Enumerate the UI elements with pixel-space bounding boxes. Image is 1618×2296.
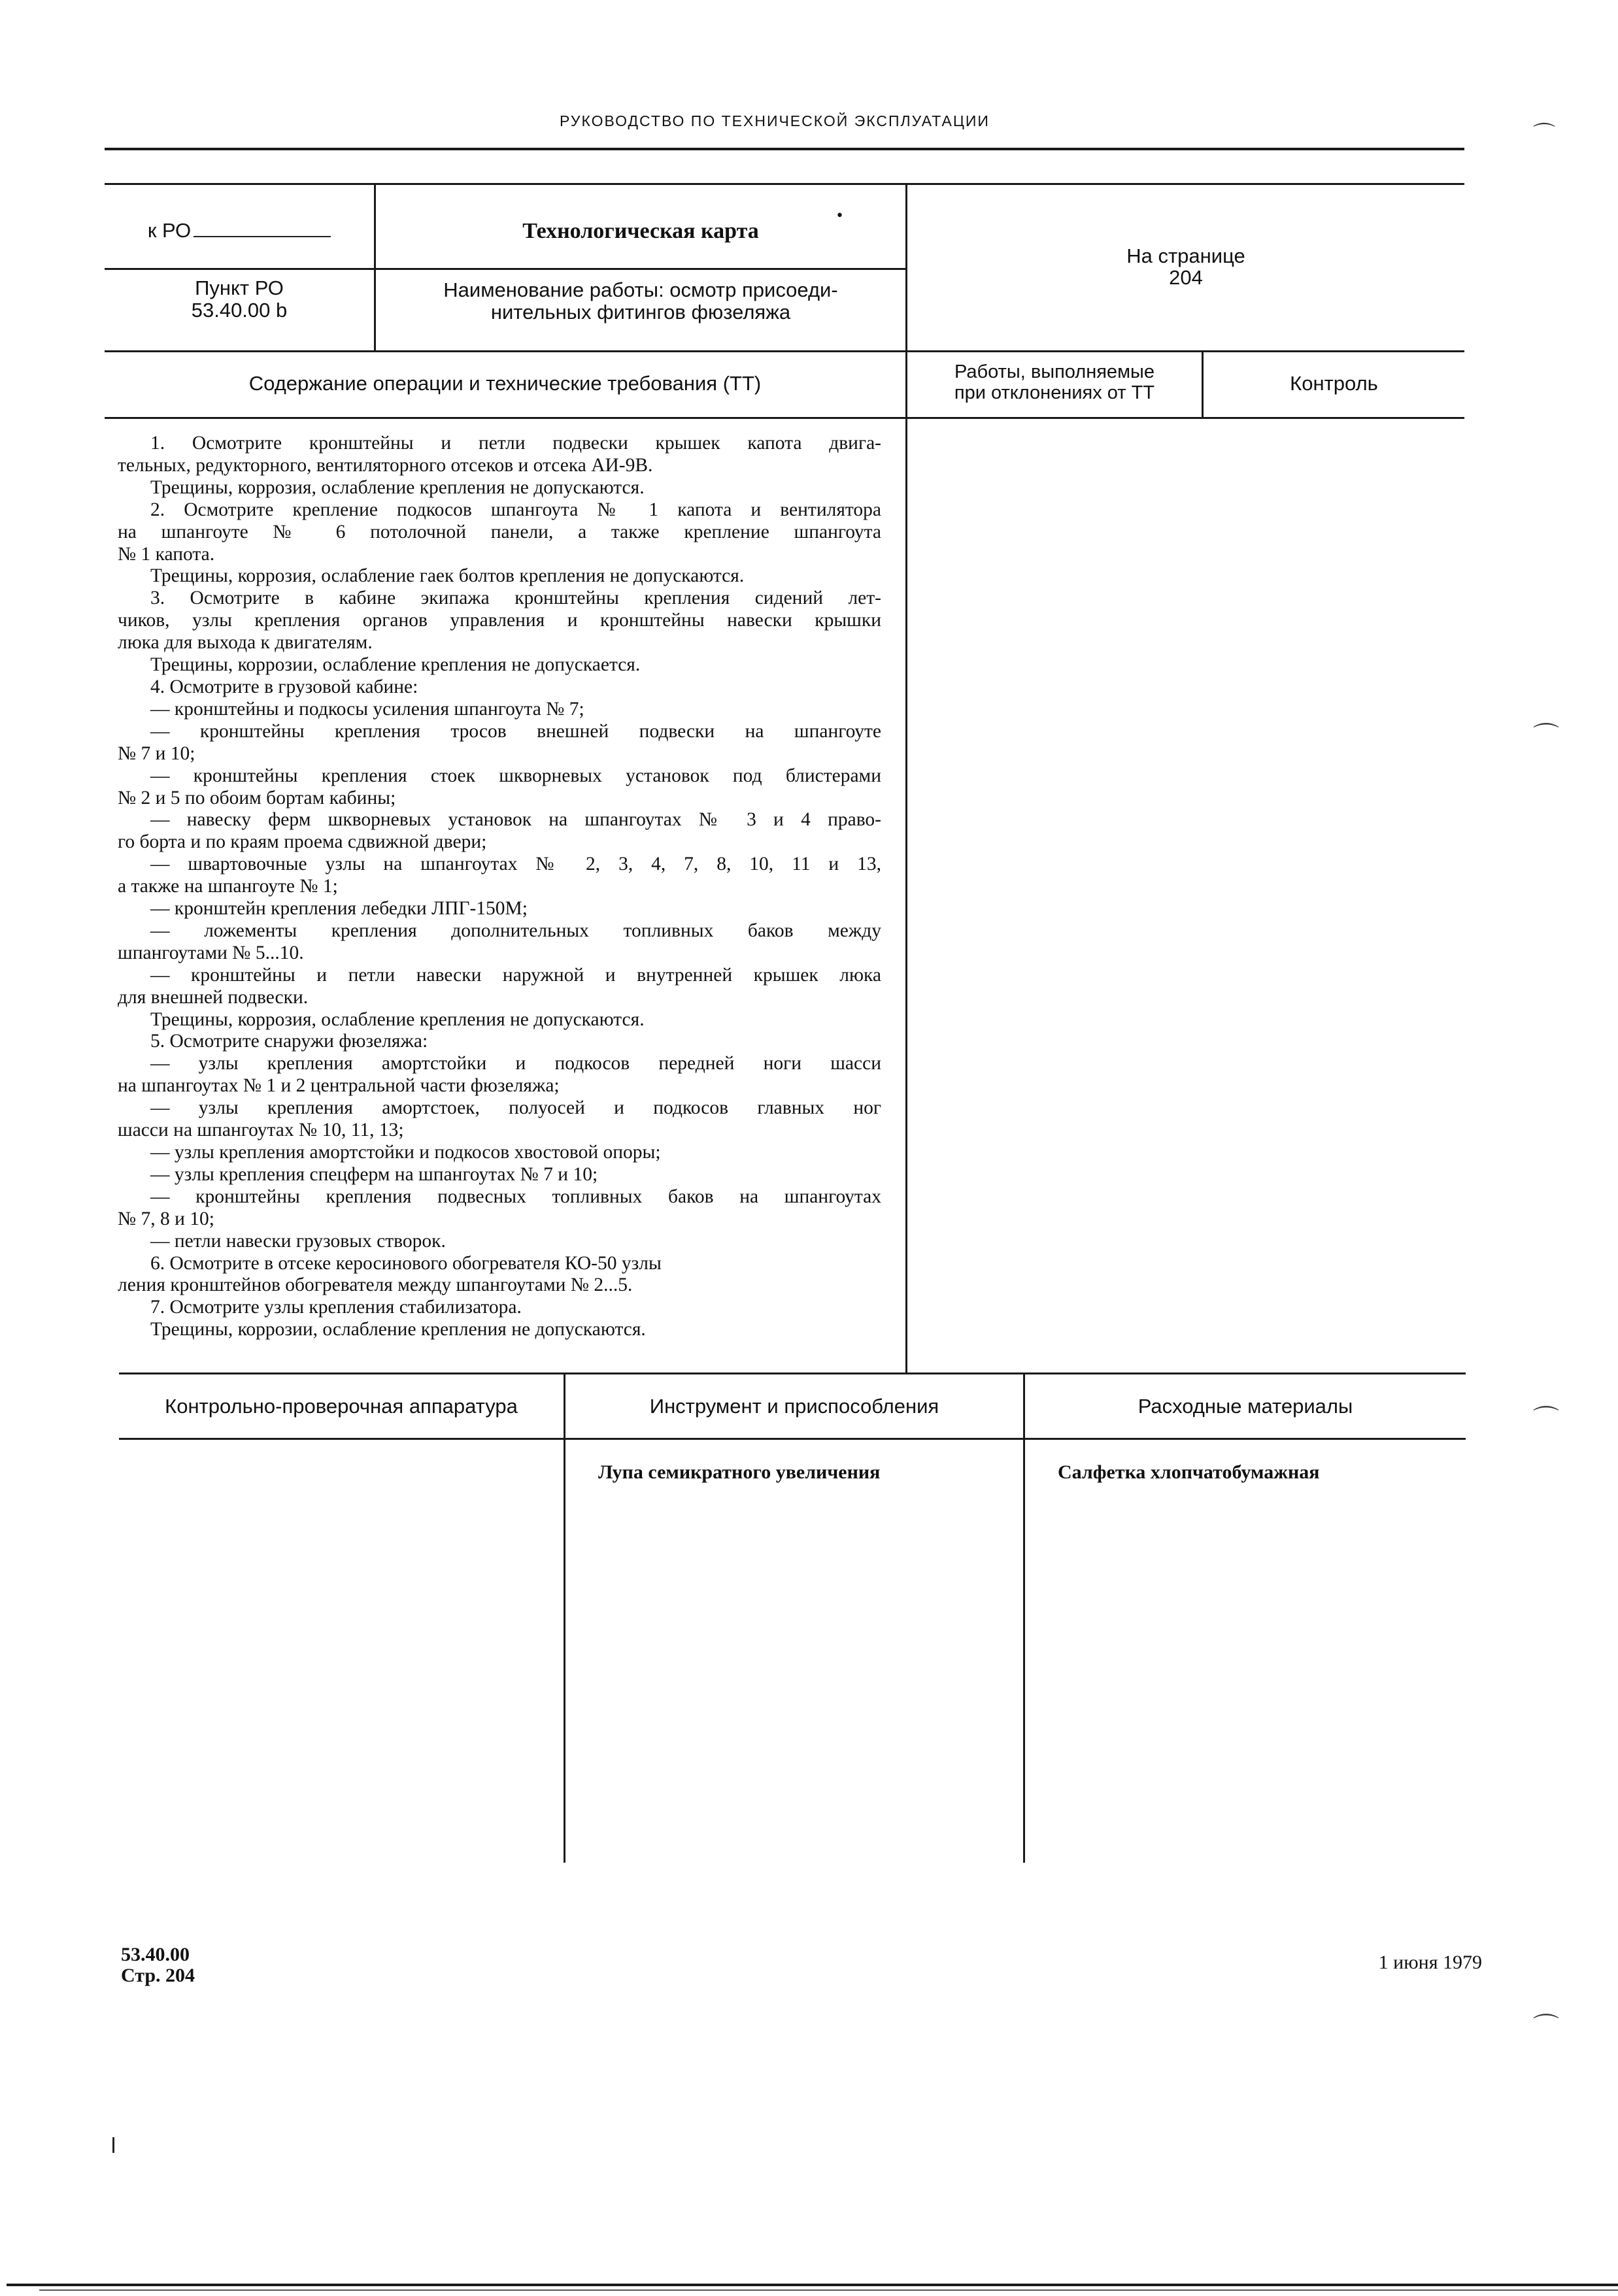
footer-code: 53.40.00 bbox=[121, 1944, 190, 1965]
card-bottom-border bbox=[105, 350, 1464, 352]
card-divider-1 bbox=[374, 183, 376, 352]
body-line: — ложементы крепления дополнительных топливных баков между bbox=[150, 920, 881, 941]
body-line: — кронштейны и подкосы усиления шпангоута № 7; bbox=[150, 698, 584, 720]
body-line: — кронштейны крепления подвесных топливных баков на шпангоутах bbox=[150, 1186, 881, 1207]
body-line: № 7, 8 и 10; bbox=[118, 1208, 215, 1229]
body-line: на шпангоуте № 6 потолочной панели, а также крепление шпангоута bbox=[118, 521, 881, 542]
page-bottom-rule-1 bbox=[7, 2284, 1618, 2286]
ref-label-text: к РО bbox=[147, 219, 192, 242]
body-line: а также на шпангоуте № 1; bbox=[118, 876, 338, 897]
body-line: — кронштейны и петли навески наружной и внутренней крышек люка bbox=[150, 964, 881, 986]
scan-mark-1: ⌒ bbox=[1533, 122, 1555, 148]
body-line: чиков, узлы крепления органов управления и кронштейны навески крышки bbox=[118, 610, 881, 631]
bottom-table-top bbox=[119, 1373, 1466, 1374]
header-rule bbox=[105, 148, 1464, 150]
equipment-header: Контрольно-проверочная аппаратура bbox=[165, 1395, 518, 1418]
scan-dot-1: • bbox=[835, 208, 844, 224]
body-line: 1. Осмотрите кронштейны и петли подвески крышек капота двига- bbox=[150, 433, 881, 454]
materials-header: Расходные материалы bbox=[1138, 1395, 1353, 1418]
body-line: ления кронштейнов обогревателя между шпангоутами № 2...5. bbox=[118, 1274, 633, 1296]
bottom-divider-1 bbox=[564, 1373, 565, 1863]
body-line: 4. Осмотрите в грузовой кабине: bbox=[150, 676, 418, 697]
body-line: Трещины, коррозия, ослабление крепления не допускаются. bbox=[150, 1008, 645, 1030]
ref-blank-line bbox=[194, 236, 331, 237]
body-line: — кронштейны крепления тросов внешней подвески на шпангоуте bbox=[150, 720, 881, 742]
materials-item: Салфетка хлопчатобумажная bbox=[1058, 1461, 1320, 1483]
card-title: Технологическая карта bbox=[522, 219, 759, 243]
body-line: 3. Осмотрите в кабине экипажа кронштейны крепления сидений лет- bbox=[150, 588, 881, 609]
body-line: люка для выхода к двигателям. bbox=[118, 632, 373, 654]
body-line: — узлы крепления амортстоек, полуосей и подкосов главных ног bbox=[150, 1097, 881, 1119]
item-number: 53.40.00 b bbox=[191, 299, 288, 322]
body-divider bbox=[905, 418, 907, 1373]
col-header-bottom bbox=[105, 417, 1464, 419]
body-line: — кронштейны крепления стоек шкворневых установок под блистерами bbox=[150, 765, 881, 786]
operation-content bbox=[118, 433, 881, 1341]
body-line: — кронштейн крепления лебедки ЛПГ-150М; bbox=[150, 898, 528, 920]
col-deviation-header-line1: Работы, выполняемые bbox=[954, 361, 1155, 382]
body-line: Трещины, коррозии, ослабление крепления не допускаются. bbox=[150, 1319, 646, 1340]
on-page-label: На странице bbox=[1126, 244, 1245, 267]
footer-left bbox=[121, 1944, 195, 1986]
card-top-border bbox=[105, 183, 1464, 185]
col-deviation-header-line2: при отклонениях от ТТ bbox=[954, 382, 1155, 403]
body-line: № 2 и 5 по обоим бортам кабины; bbox=[118, 787, 396, 808]
body-line: 6. Осмотрите в отсеке керосинового обогревателя КО-50 узлы bbox=[150, 1252, 662, 1274]
body-line: 5. Осмотрите снаружи фюзеляжа: bbox=[150, 1031, 428, 1052]
bottom-divider-2 bbox=[1023, 1373, 1025, 1863]
body-line: тельных, редукторного, вентиляторного отсеков и отсека АИ-9В. bbox=[118, 454, 653, 476]
scan-mark-3: ⌒ bbox=[1533, 1405, 1559, 1435]
tools-item: Лупа семикратного увеличения bbox=[598, 1461, 881, 1483]
body-line: для внешней подвески. bbox=[118, 986, 309, 1008]
card-mid-border bbox=[105, 268, 906, 270]
body-line: на шпангоутах № 1 и 2 центральной части фюзеляжа; bbox=[118, 1075, 560, 1097]
body-line: го борта и по краям проема сдвижной двери; bbox=[118, 831, 487, 853]
on-page-number: 204 bbox=[1169, 266, 1203, 289]
scan-mark-4: ⌒ bbox=[1533, 2012, 1559, 2042]
footer-date: 1 июня 1979 bbox=[1378, 1952, 1482, 1973]
col-content-header: Содержание операции и технические требования (ТТ) bbox=[248, 372, 762, 395]
body-line: 7. Осмотрите узлы крепления стабилизатора. bbox=[150, 1297, 522, 1318]
body-line: — узлы крепления спецферм на шпангоутах № 7 и 10; bbox=[150, 1163, 598, 1185]
body-line: — навеску ферм шкворневых установок на шпангоутах № 3 и 4 право- bbox=[150, 809, 881, 831]
work-name-line1: Наименование работы: осмотр присоеди- bbox=[443, 278, 838, 301]
ref-label bbox=[105, 220, 374, 242]
body-line: 2. Осмотрите крепление подкосов шпангоута № 1 капота и вентилятора bbox=[150, 499, 881, 520]
body-line: шасси на шпангоутах № 10, 11, 13; bbox=[118, 1120, 404, 1141]
body-line: Трещины, коррозии, ослабление крепления не допускается. bbox=[150, 654, 641, 676]
tools-header: Инструмент и приспособления bbox=[649, 1395, 939, 1418]
body-line: № 7 и 10; bbox=[118, 742, 195, 764]
body-line: — узлы крепления амортстойки и подкосов передней ноги шасси bbox=[150, 1053, 881, 1074]
body-line: — швартовочные узлы на шпангоутах № 2, 3, 4, 7, 8, 10, 11 и 13, bbox=[150, 854, 881, 875]
running-header: РУКОВОДСТВО ПО ТЕХНИЧЕСКОЙ ЭКСПЛУАТАЦИИ bbox=[560, 112, 990, 129]
body-line: — узлы крепления амортстойки и подкосов хвостовой опоры; bbox=[150, 1142, 661, 1163]
body-line: № 1 капота. bbox=[118, 543, 215, 565]
item-label: Пункт РО bbox=[195, 276, 284, 299]
scan-dot-2 bbox=[112, 2137, 114, 2153]
page-bottom-rule-2 bbox=[39, 2289, 1618, 2291]
body-line: — петли навески грузовых створок. bbox=[150, 1230, 446, 1252]
col-control-header: Контроль bbox=[1290, 372, 1378, 395]
body-line: шпангоутами № 5...10. bbox=[118, 942, 304, 963]
body-line: Трещины, коррозия, ослабление крепления не допускаются. bbox=[150, 476, 645, 498]
footer-page: Стр. 204 bbox=[121, 1965, 195, 1986]
bottom-table-header-rule bbox=[119, 1438, 1466, 1440]
scan-mark-2: ⌒ bbox=[1533, 722, 1559, 752]
work-name-line2: нительных фитингов фюзеляжа bbox=[490, 301, 791, 324]
body-line: Трещины, коррозия, ослабление гаек болтов крепления не допускаются. bbox=[150, 565, 745, 587]
